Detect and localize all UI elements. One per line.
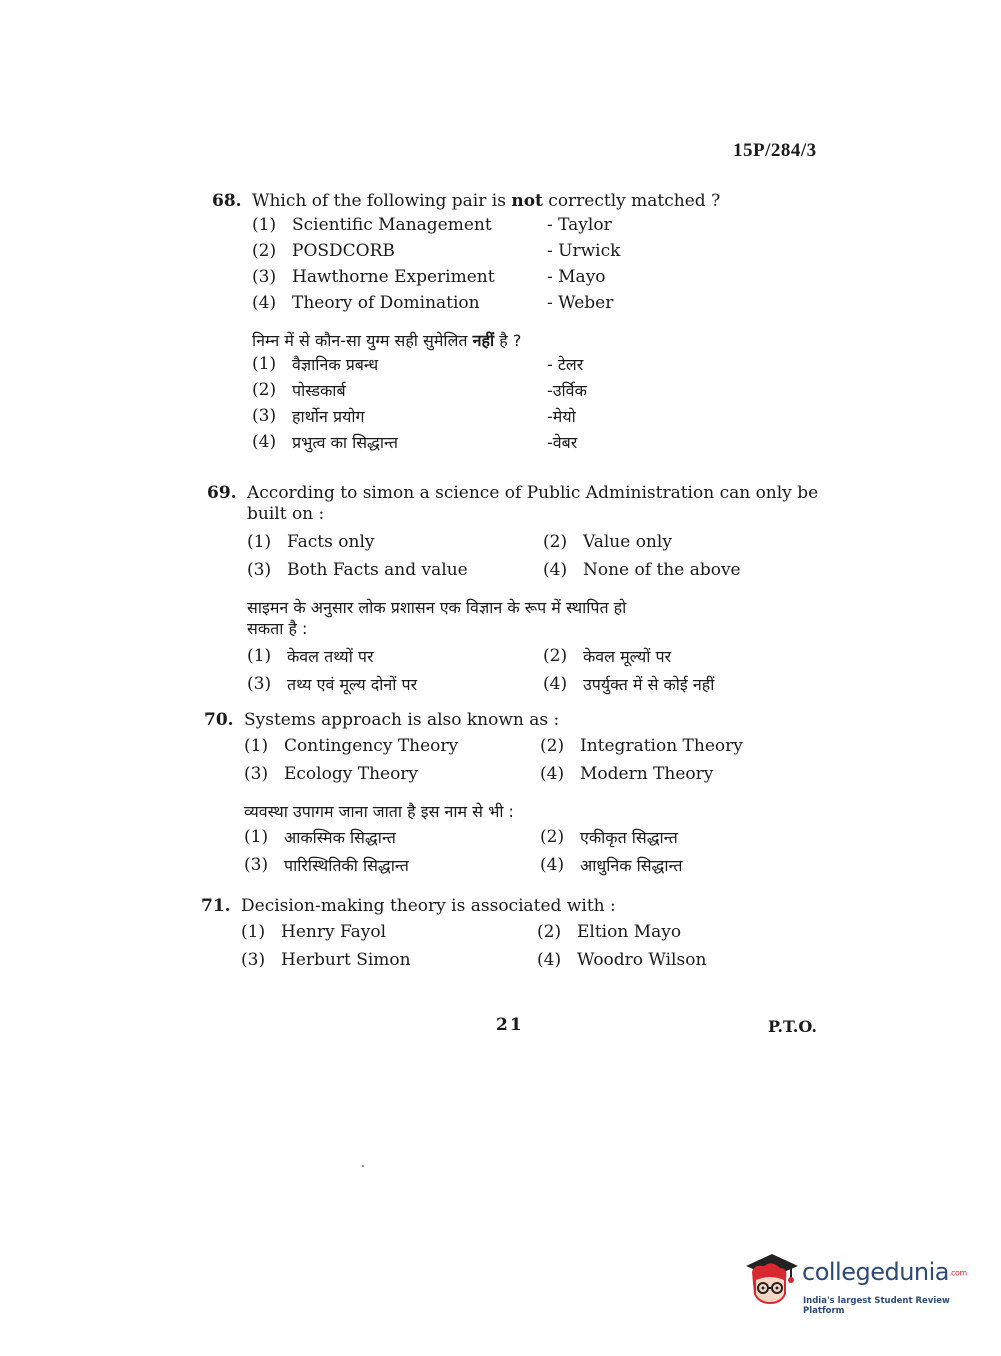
option-item: (3) Hawthorne Experiment - Mayo [252, 267, 606, 287]
page-number: 21 [496, 1015, 524, 1035]
option-item: (4) Theory of Domination - Weber [252, 293, 614, 313]
option-item: (1) आकस्मिक सिद्धान्त [244, 827, 396, 847]
logo-name: collegedunia.com [802, 1258, 967, 1286]
question-number: 71. [201, 896, 231, 916]
question-text: According to simon a science of Public Administration can only be built on : [247, 483, 819, 524]
option-item: (3) Both Facts and value [247, 560, 468, 580]
option-item: (2) POSDCORB - Urwick [252, 241, 621, 261]
option-list [241, 919, 837, 973]
option-item: (2) एकीकृत सिद्धान्त [540, 827, 678, 847]
option-item: (4) आधुनिक सिद्धान्त [540, 855, 683, 875]
option-item: (1) Facts only [247, 532, 375, 552]
question-69 [207, 483, 843, 697]
hindi-block [207, 597, 843, 697]
option-item: (3) हार्थोन प्रयोग -मेयो [252, 406, 576, 426]
option-item: (4) Woodro Wilson [537, 950, 707, 970]
graduate-mascot-icon [742, 1250, 800, 1308]
option-item: (2) पोस्डकार्ब -उर्विक [252, 380, 587, 400]
question-70 [204, 710, 840, 878]
question-text: Decision-making theory is associated with : [241, 896, 616, 916]
hindi-question-text: साइमन के अनुसार लोक प्रशासन एक विज्ञान के रूप में स्थापित हो सकता है : [247, 598, 627, 638]
option-item: (4) None of the above [543, 560, 741, 580]
question-number: 68. [212, 191, 242, 211]
option-item: (2) Value only [543, 532, 672, 552]
collegedunia-logo[interactable] [742, 1248, 972, 1318]
question-71 [201, 896, 837, 973]
option-item: (2) Eltion Mayo [537, 922, 682, 942]
question-number: 69. [207, 483, 237, 503]
option-list [244, 733, 840, 787]
scan-speck [362, 1165, 364, 1167]
logo-tagline: India's largest Student Review Platform [803, 1296, 950, 1316]
option-item: (1) केवल तथ्यों पर [247, 646, 374, 666]
option-item: (1) वैज्ञानिक प्रबन्ध - टेलर [252, 354, 584, 374]
option-item: (1) Contingency Theory [244, 736, 459, 756]
option-item: (1) Henry Fayol [241, 922, 387, 942]
hindi-block [204, 801, 840, 878]
option-item: (2) Integration Theory [540, 736, 743, 756]
question-68 [212, 191, 720, 455]
option-item: (1) Scientific Management - Taylor [252, 215, 612, 235]
option-item: (3) Herburt Simon [241, 950, 411, 970]
question-text: Systems approach is also known as : [244, 710, 560, 730]
option-list [247, 529, 843, 583]
hindi-block [212, 330, 720, 455]
pto-label: P.T.O. [768, 1017, 817, 1036]
option-item: (3) Ecology Theory [244, 764, 419, 784]
option-item: (3) पारिस्थितिकी सिद्धान्त [244, 855, 409, 875]
option-item: (3) तथ्य एवं मूल्य दोनों पर [247, 674, 418, 694]
option-item: (2) केवल मूल्यों पर [543, 646, 672, 666]
option-item: (4) प्रभुत्व का सिद्धान्त -वेबर [252, 432, 578, 452]
paper-code: 15P/284/3 [733, 140, 817, 161]
option-item: (4) Modern Theory [540, 764, 714, 784]
option-item: (4) उपर्युक्त में से कोई नहीं [543, 674, 715, 694]
hindi-question-text: व्यवस्था उपागम जाना जाता है इस नाम से भी : [244, 802, 514, 821]
question-number: 70. [204, 710, 234, 730]
question-text: Which of the following pair is not correctly matched ? [252, 191, 721, 211]
option-list [252, 212, 720, 316]
hindi-question-text: निम्न में से कौन-सा युग्म सही सुमेलित नहीं है ? [252, 331, 522, 350]
